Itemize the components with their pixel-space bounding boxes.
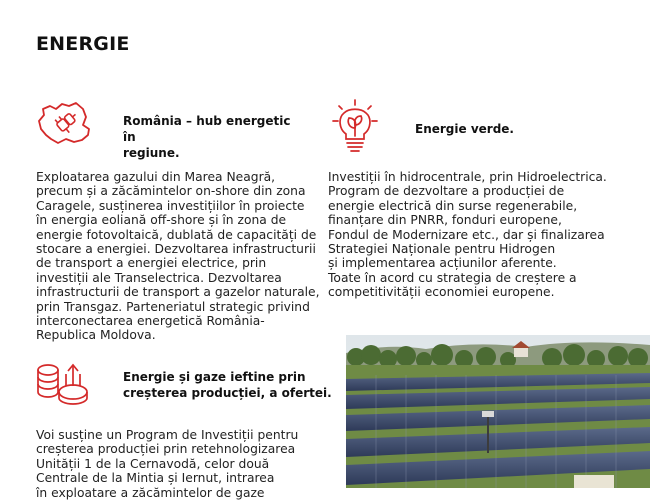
section-heading-cheap: Energie și gaze ieftine prin creșterea producției, a ofertei. xyxy=(123,370,332,400)
section-body-cheap: Voi susține un Program de Investiții pentru creșterea producției prin retehnologizarea Unității 1 de la Cernavodă, celor două Centrale de la Mintia și Iernut, intrarea în exploatare a zăcămintelor de gaze xyxy=(36,428,299,500)
romania-map-plug-icon xyxy=(36,101,92,147)
section-heading-green: Energie verde. xyxy=(415,122,514,136)
green-energy-bulb-icon xyxy=(330,98,380,156)
solar-panel-field-photo xyxy=(346,335,650,488)
section-body-green: Investiții în hidrocentrale, prin Hidroelectrica. Program de dezvoltare a producției de energie electrică din surse regenerabile, finanțare din PNRR, fonduri europene, Fondul de Modernizare etc., dar și finalizarea Strategiei Naționale pentru Hidrogen și implementarea acțiunilor aferente. Toate în acord cu strategia de creștere a competitivității economiei europene. xyxy=(328,170,607,300)
coins-growth-icon xyxy=(36,360,92,406)
section-heading-hub: România – hub energetic în regiune. xyxy=(123,114,291,160)
section-body-hub: Exploatarea gazului din Marea Neagră, precum și a zăcămintelor on-shore din zona Caragele, susținerea investițiilor în proiecte în energia eoliană off-shore și în zona de energie fotovoltaică, dublată de capacități de stocare a energiei. Dezvoltarea infrastructurii de transport a energiei electrice, prin investiții ale Transelectrica. Dezvoltarea infrastructurii de transport a gazelor naturale, prin Transgaz. Parteneriatul strategic privind interconectarea energetică România- Republica Moldova. xyxy=(36,170,320,343)
page-title: ENERGIE xyxy=(36,33,130,55)
